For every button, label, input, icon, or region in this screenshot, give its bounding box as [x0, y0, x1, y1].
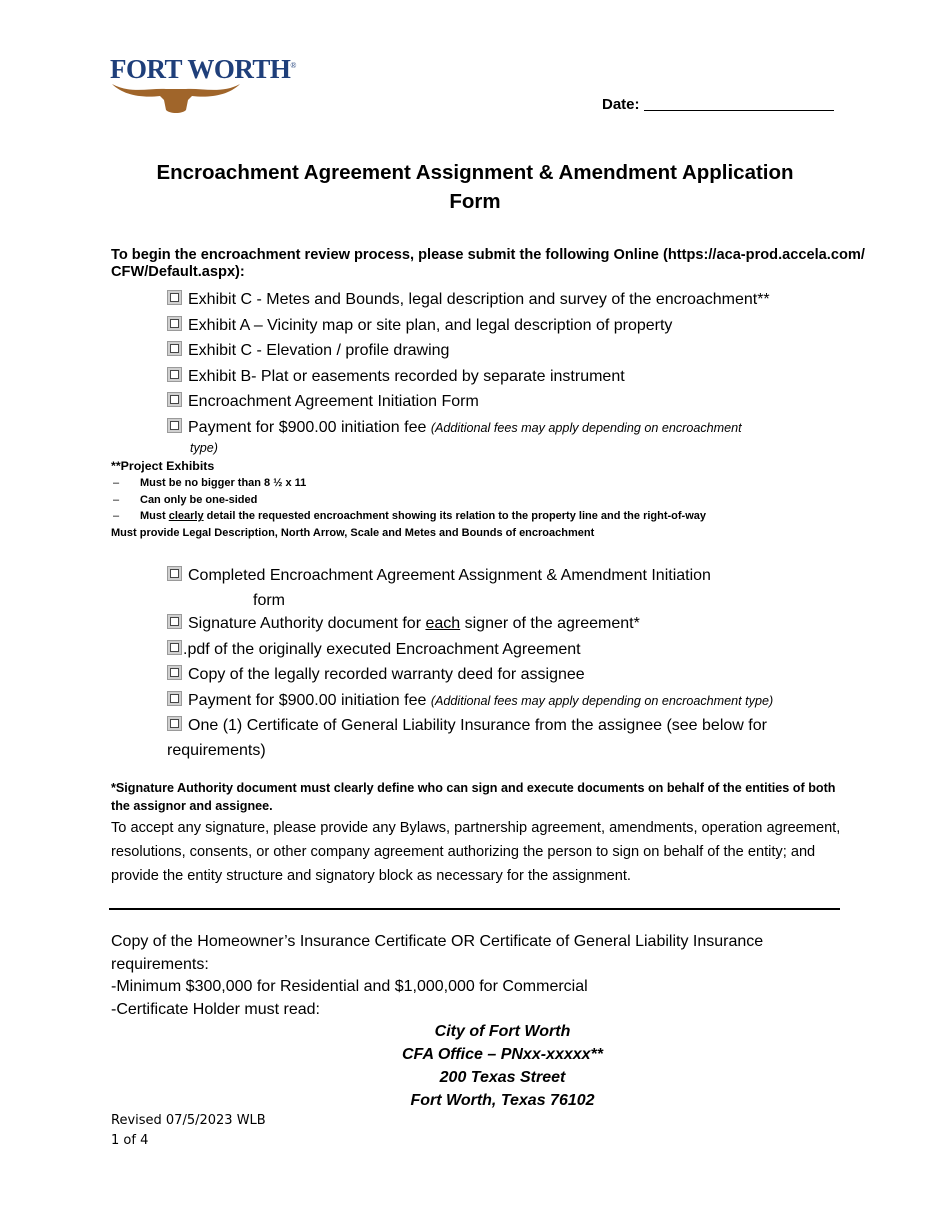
title-line-2: Form: [449, 190, 501, 213]
date-label: Date:: [602, 96, 640, 113]
revision-label: Revised 07/5/2023 WLB: [111, 1113, 266, 1128]
logo-text: FORT WORTH®: [110, 54, 296, 84]
date-field: [602, 96, 834, 113]
project-exhibits-heading: **Project Exhibits: [111, 459, 215, 473]
checkbox-icon[interactable]: [167, 691, 182, 706]
checklist-item-label: Payment for $900.00 initiation fee: [188, 419, 427, 436]
checklist-item-label: Encroachment Agreement Initiation Form: [188, 393, 479, 410]
checklist-item: Signature Authority document for each signer of the agreement*: [167, 614, 640, 634]
checklist-item-label: Exhibit C - Metes and Bounds, legal description and survey of the encroachment**: [188, 291, 770, 308]
page-footer: [111, 1111, 266, 1151]
checklist-item: [167, 418, 742, 438]
checklist-item-label: Exhibit A – Vicinity map or site plan, and legal description of property: [188, 317, 673, 334]
checkbox-icon[interactable]: [167, 341, 182, 356]
checklist-item: [167, 290, 770, 310]
checklist-item: [167, 691, 773, 711]
checkbox-icon[interactable]: [167, 566, 182, 581]
page-title: [110, 158, 840, 216]
checkbox-icon[interactable]: [167, 316, 182, 331]
checkbox-icon[interactable]: [167, 290, 182, 305]
title-line-1: Encroachment Agreement Assignment & Amendment Application: [156, 161, 794, 184]
checklist-item-continued: requirements): [167, 742, 266, 759]
checklist-item-label: Exhibit C - Elevation / profile drawing: [188, 342, 450, 359]
checklist-item-label: One (1) Certificate of General Liability Insurance from the assignee (see below for: [188, 717, 767, 734]
checkbox-icon[interactable]: [167, 614, 182, 629]
signature-authority-note: *Signature Authority document must clearly define who can sign and execute documents on behalf of the entities of both the assignor and assignee.: [111, 781, 836, 813]
checklist-item: [167, 392, 479, 412]
checklist-item-label: Exhibit B- Plat or easements recorded by separate instrument: [188, 368, 625, 385]
fee-note: (Additional fees may apply depending on encroachment type): [430, 694, 774, 708]
address-line: CFA Office – PNxx-xxxxx**: [402, 1046, 603, 1063]
checklist-item-label: Payment for $900.00 initiation fee: [188, 692, 427, 709]
checklist-item: [167, 665, 585, 685]
fee-note-continued: type): [190, 441, 218, 455]
signature-paragraph: To accept any signature, please provide any Bylaws, partnership agreement, amendments, operation agreement, resolutions, consents, or other company agreement authorizing the person to sign on behalf of the entity; and provide the entity structure and signatory block as necessary for the assignment.: [111, 820, 841, 884]
checklist-item: [167, 640, 581, 660]
checkbox-icon[interactable]: [167, 640, 182, 655]
insurance-line: -Minimum $300,000 for Residential and $1,000,000 for Commercial: [111, 978, 588, 996]
checklist-item: [167, 341, 449, 361]
checkbox-icon[interactable]: [167, 716, 182, 731]
checkbox-icon[interactable]: [167, 367, 182, 382]
checklist-item-label: Copy of the legally recorded warranty deed for assignee: [188, 666, 585, 683]
address-line: City of Fort Worth: [434, 1023, 571, 1040]
checkbox-icon[interactable]: [167, 418, 182, 433]
fort-worth-logo: [110, 54, 296, 114]
checkbox-icon[interactable]: [167, 392, 182, 407]
insurance-line: -Certificate Holder must read:: [111, 1000, 320, 1018]
page-number: 1 of 4: [111, 1133, 149, 1148]
section-divider: [109, 908, 840, 910]
intro-text: To begin the encroachment review process, please submit the following Online (https://aca-prod.accela.com/ CFW/Default.aspx):: [111, 247, 865, 280]
checkbox-icon[interactable]: [167, 665, 182, 680]
address-line: 200 Texas Street: [439, 1069, 566, 1086]
checklist-item: [167, 367, 625, 387]
insurance-line: Copy of the Homeowner’s Insurance Certificate OR Certificate of General Liability Insurance requirements:: [111, 933, 764, 973]
exhibits-requirement: Must provide Legal Description, North Arrow, Scale and Metes and Bounds of encroachment: [111, 527, 595, 539]
checklist-item-continued: form: [253, 592, 285, 609]
address-line: Fort Worth, Texas 76102: [410, 1092, 595, 1109]
fee-note: (Additional fees may apply depending on encroachment: [430, 421, 742, 435]
insurance-requirements: [111, 931, 831, 1021]
exhibit-bullet: – Can only be one-sided: [113, 494, 258, 506]
exhibit-bullet: – Must clearly detail the requested encroachment showing its relation to the property line and the right-of-way: [113, 510, 707, 522]
date-blank-line: [644, 96, 834, 111]
exhibit-bullet: – Must be no bigger than 8 ½ x 11: [113, 477, 307, 489]
certificate-holder-address: [330, 1020, 675, 1112]
longhorn-icon: [110, 80, 242, 114]
checklist-item: [167, 316, 672, 336]
checklist-item: [167, 716, 767, 736]
checklist-item-label: Completed Encroachment Agreement Assignment & Amendment Initiation: [188, 567, 711, 584]
checklist-item: [167, 566, 711, 586]
checklist-item-label: .pdf of the originally executed Encroachment Agreement: [183, 641, 581, 658]
